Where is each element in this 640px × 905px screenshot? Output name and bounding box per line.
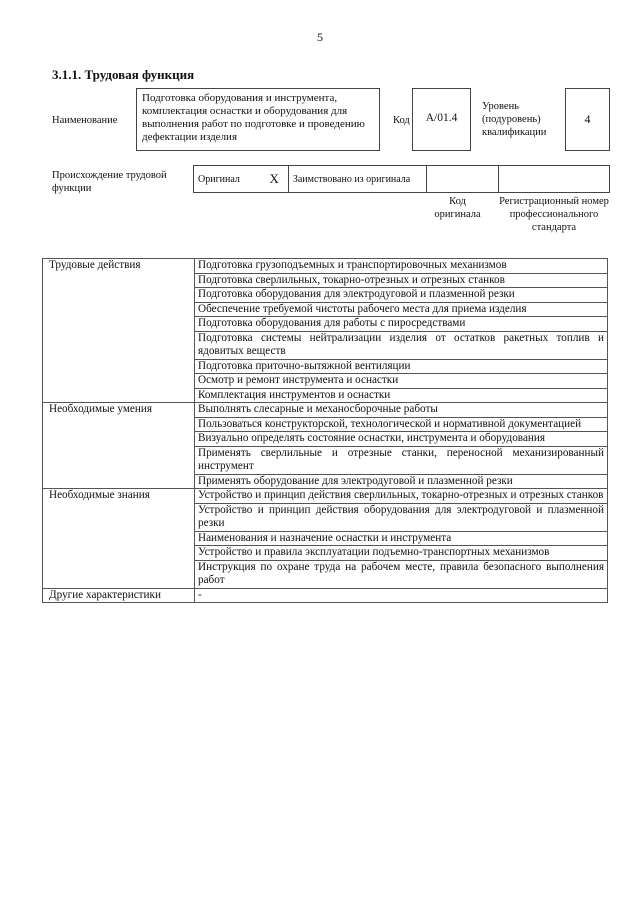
origin-table bbox=[193, 165, 610, 193]
section-item-cell: - bbox=[195, 588, 608, 603]
competency-table bbox=[42, 258, 608, 603]
table-row bbox=[43, 489, 608, 504]
section-title: 3.1.1. Трудовая функция bbox=[52, 67, 195, 82]
section-title-cell: Необходимые умения bbox=[43, 403, 195, 489]
section-item-cell: Обеспечение требуемой чистоты рабочего места для приема изделия bbox=[195, 302, 608, 317]
function-name-box: Подготовка оборудования и инструмента, комплектация оснастки и оборудования для выполнения работ по подготовке и проведению дефектации изделия bbox=[136, 88, 380, 151]
page-number: 5 bbox=[317, 30, 323, 44]
section-item-cell: Выполнять слесарные и механосборочные работы bbox=[195, 403, 608, 418]
section-item-cell: Подготовка оборудования для электродуговой и плазменной резки bbox=[195, 288, 608, 303]
section-item-cell: Комплектация инструментов и оснастки bbox=[195, 388, 608, 403]
code-original-cell bbox=[427, 166, 499, 193]
code-value-box: А/01.4 bbox=[412, 88, 471, 151]
section-item-cell: Подготовка оборудования для работы с пиросредствами bbox=[195, 317, 608, 332]
level-label: Уровень (подуровень) квалификации bbox=[482, 101, 547, 138]
code-original-label: Код оригинала bbox=[434, 196, 481, 220]
section-item-cell: Пользоваться конструкторской, технологической и нормативной документацией bbox=[195, 417, 608, 432]
original-label: Оригинал bbox=[194, 166, 261, 193]
section-item-cell: Наименования и назначение оснастки и инструмента bbox=[195, 531, 608, 546]
section-title-cell: Другие характеристики bbox=[43, 588, 195, 603]
section-item-cell: Осмотр и ремонт инструмента и оснастки bbox=[195, 374, 608, 389]
section-item-cell: Подготовка сверлильных, токарно-отрезных и отрезных станков bbox=[195, 273, 608, 288]
section-item-cell: Применять оборудование для электродуговой и плазменной резки bbox=[195, 474, 608, 489]
section-item-cell: Устройство и правила эксплуатации подъемно-транспортных механизмов bbox=[195, 546, 608, 561]
original-mark: X bbox=[261, 166, 289, 193]
table-row bbox=[43, 403, 608, 418]
section-item-cell: Подготовка системы нейтрализации изделия от остатков ракетных топлив и ядовитых веществ bbox=[195, 331, 608, 359]
section-item-cell: Применять сверлильные и отрезные станки, переносной механизированный инструмент bbox=[195, 446, 608, 474]
reg-number-cell bbox=[499, 166, 610, 193]
section-item-cell: Подготовка грузоподъемных и транспортировочных механизмов bbox=[195, 259, 608, 274]
level-value-box: 4 bbox=[565, 88, 610, 151]
section-item-cell: Подготовка приточно-вытяжной вентиляции bbox=[195, 359, 608, 374]
origin-label: Происхождение трудовой функции bbox=[52, 170, 167, 194]
code-label: Код bbox=[393, 115, 410, 126]
section-item-cell: Визуально определять состояние оснастки, инструмента и оборудования bbox=[195, 432, 608, 447]
reg-number-label: Регистрационный номер профессионального стандарта bbox=[499, 196, 609, 233]
name-label: Наименование bbox=[52, 115, 118, 126]
section-title-cell: Трудовые действия bbox=[43, 259, 195, 403]
table-row bbox=[43, 588, 608, 603]
borrowed-label: Заимствовано из оригинала bbox=[288, 166, 426, 193]
section-item-cell: Устройство и принцип действия оборудования для электродуговой и плазменной резки bbox=[195, 503, 608, 531]
table-row bbox=[43, 259, 608, 274]
section-item-cell: Устройство и принцип действия сверлильных, токарно-отрезных и отрезных станков bbox=[195, 489, 608, 504]
section-title-cell: Необходимые знания bbox=[43, 489, 195, 589]
section-item-cell: Инструкция по охране труда на рабочем месте, правила безопасного выполнения работ bbox=[195, 560, 608, 588]
